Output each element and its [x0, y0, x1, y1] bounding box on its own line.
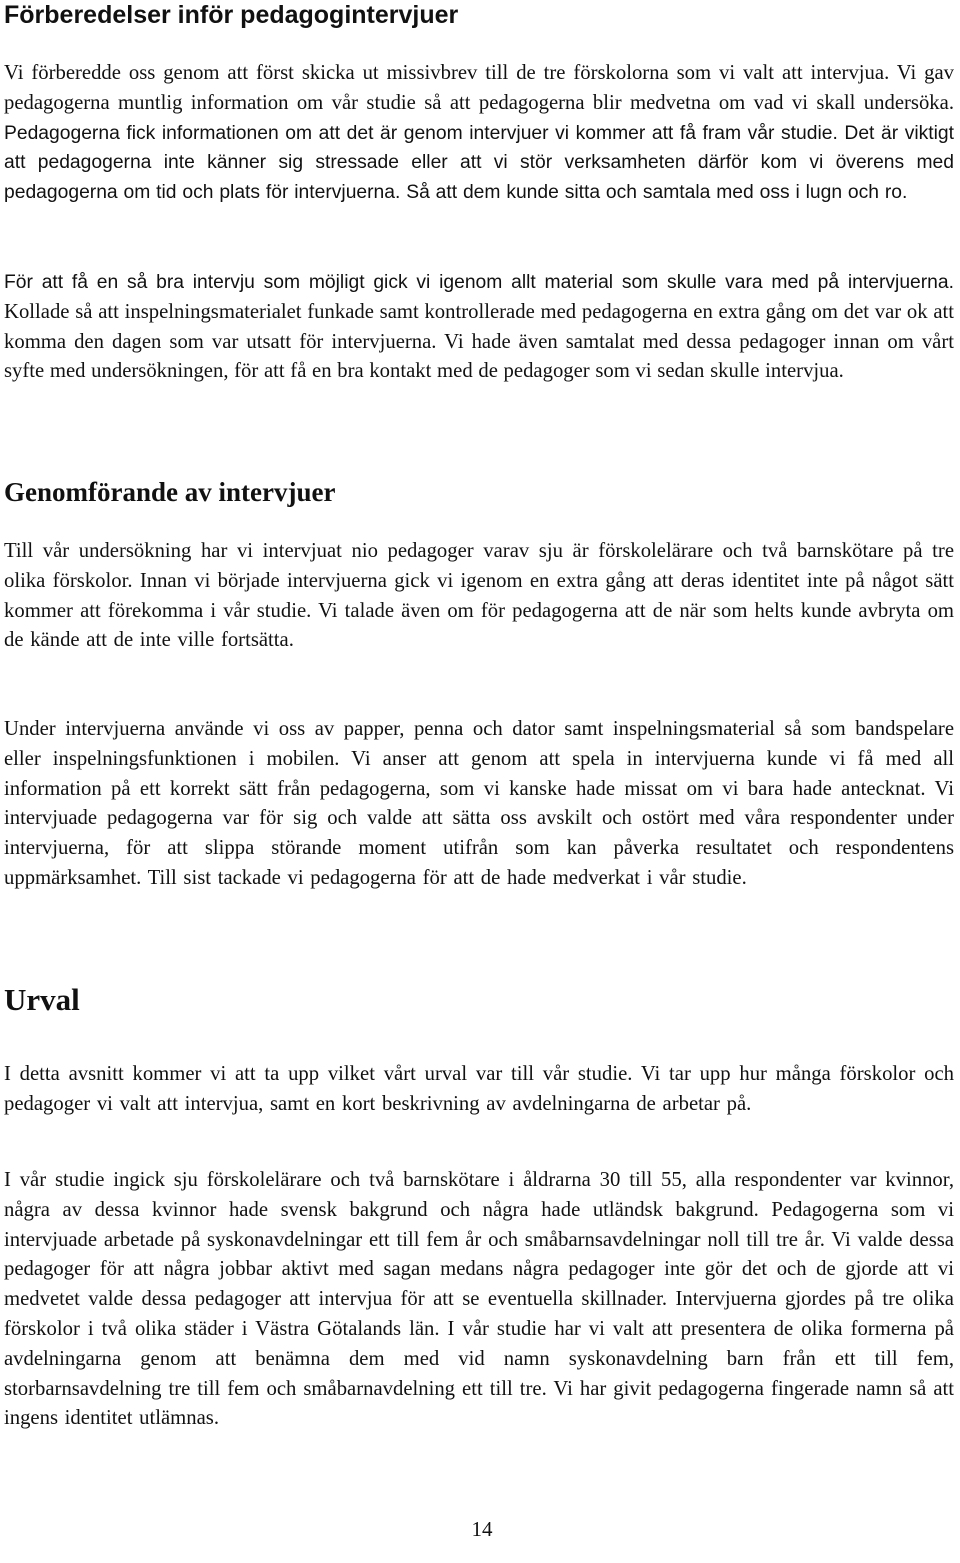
section-heading-urval: Urval	[4, 982, 80, 1017]
paragraph-forberedelser-2	[4, 268, 954, 387]
paragraph-urval-2: I vår studie ingick sju förskolelärare och två barnskötare i åldrarna 30 till 55, alla respondenter var kvinnor, några av dessa kvinnor hade svensk bakgrund och några hade utländsk bakgrund. Pedagogerna som vi intervjuade arbetade på syskonavdelningar ett till fem år och småbarnsavdelningar noll till tre år. Vi valde dessa pedagoger för att några jobbar aktivt med sagan medans några pedagoger inte gör det och de gjorde att vi medvetet valde dessa pedagoger att intervjua för att se eventuella skillnader. Intervjuerna gjordes på tre olika förskolor i två olika städer i Västra Götalands län. I vår studie har vi valt att presentera de olika formerna på avdelningarna genom att benämna dem med vid namn syskonavdelning barn från ett till fem, storbarnsavdelning tre till fem och småbarnavdelning ett till tre. Vi har givit pedagogerna fingerade namn så att ingens identitet utlämnas.	[4, 1169, 954, 1430]
paragraph-text-part: Vi förberedde oss genom att först skicka ut missivbrev till de tre förskolorna som vi valt att intervjua. Vi gav pedagogerna muntlig information om vår studie så att pedagogerna blir medvetna om vad vi skall undersöka.	[4, 62, 954, 114]
section-heading-forberedelser: Förberedelser inför pedagogintervjuer	[4, 1, 459, 29]
paragraph-forberedelser-1	[4, 59, 954, 208]
paragraph-genomforande-2: Under intervjuerna använde vi oss av papper, penna och dator samt inspelningsmaterial så som bandspelare eller inspelningsfunktionen i mobilen. Vi anser att genom att spela in intervjuerna kunde vi få med all information på ett korrekt sätt från pedagogerna, som vi kanske hade missat om vi bara hade antecknat. Vi intervjuade pedagogerna var för sig och valde att sätta oss avskilt och ostört med våra respondenter under intervjuerna, för att slippa störande moment utifrån som kan påverka resultatet och respondentens uppmärksamhet. Till sist tackade vi pedagogerna för att de hade medverkat i vår studie.	[4, 718, 954, 889]
page-number: 14	[471, 1517, 493, 1541]
paragraph-text-part: Pedagogerna fick informationen om att det är genom intervjuer vi kommer att få fram vår studie. Det är viktigt att pedagogerna inte känner sig stressade eller att vi stör verksamheten därför kom vi överens med pedagogerna om tid och plats för intervjuerna. Så att dem kunde sitta och samtala med oss i lugn och ro.	[4, 122, 954, 204]
paragraph-text-part: För att få en så bra intervju som möjligt gick vi igenom allt material som skulle vara med på intervjuerna.	[4, 272, 954, 293]
section-heading-genomforande: Genomförande av intervjuer	[4, 477, 336, 507]
paragraph-urval-1: I detta avsnitt kommer vi att ta upp vilket vårt urval var till vår studie. Vi tar upp hur många förskolor och pedagoger vi valt att intervjua, samt en kort beskrivning av avdelningarna de arbetar på.	[4, 1063, 954, 1115]
paragraph-text-part: Kollade så att inspelningsmaterialet funkade samt kontrollerade med pedagogerna en extra gång om det var ok att komma den dagen som var utsatt för intervjuerna. Vi hade även samtalat med dessa pedagoger innan om vårt syfte med undersökningen, för att få en bra kontakt med de pedagoger som vi sedan skulle intervjua.	[4, 300, 954, 383]
paragraph-genomforande-1: Till vår undersökning har vi intervjuat nio pedagoger varav sju är förskolelärare och två barnskötare på tre olika förskolor. Innan vi började intervjuerna gick vi igenom en extra gång att deras identitet inte på något sätt kommer att förekomma i vår studie. Vi talade även om för pedagogerna att de när som helts kunde avbryta om de kände att de inte ville fortsätta.	[4, 540, 954, 652]
